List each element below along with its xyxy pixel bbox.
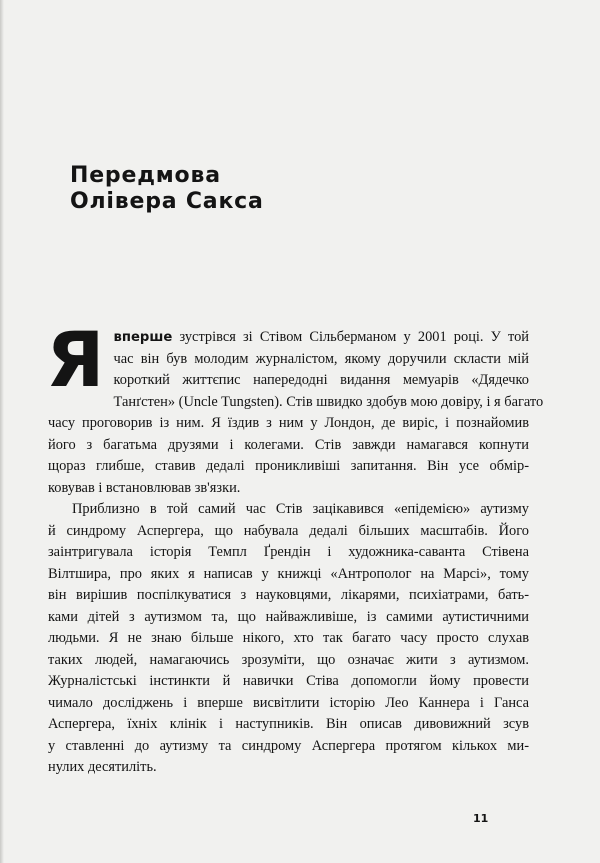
paragraph-1-line: часу проговорив із ним. Я їздив з ним у Лондон, де виріс, і познайомив [48, 415, 529, 431]
paragraph-1-line: Танґстен» (Uncle Tungsten). Стів швидко здобув мою довіру, і я багато [113, 393, 544, 410]
paragraph-2-line: заінтригувала історія Темпл Ґрендін і художника-саванта Стівена [48, 544, 529, 560]
paragraph-1-line [48, 327, 529, 349]
paragraph-2-line: людьми. Я не знаю більше нікого, хто так багато часу просто слухав [48, 630, 529, 646]
paragraph-2-line: Аспергера, їхніх клінік і наступників. Він описав дивовижний зсув [48, 716, 529, 732]
paragraph-1 [46, 315, 544, 499]
paragraph-1-line: щораз глибше, ставив дедалі проникливіші запитання. Він усе обмір- [48, 458, 529, 474]
paragraph-1-line: ковував і встановлював зв'язки. [48, 479, 241, 496]
heading-line-1: Передмова [70, 163, 221, 188]
paragraph-2-line: таких людей, намагаючись зрозуміти, що означає жити з аутизмом. [48, 651, 529, 668]
drop-cap: Я [46, 315, 105, 404]
page-scan-edge [0, 0, 4, 863]
paragraph-2 [48, 499, 529, 779]
paragraph-2-line: ками дітей з аутизмом та, що найважливіше, із самими аутистичними [48, 608, 529, 625]
body-text [46, 315, 544, 779]
paragraph-2-line: нулих десятиліть. [48, 759, 157, 775]
heading-line-2: Олівера Сакса [70, 189, 264, 214]
paragraph-2-line: й синдрому Аспергера, що набувала дедалі більших масштабів. Його [48, 522, 529, 539]
paragraph-1-line: короткий життєпис напередодні видання мемуарів «Дядечко [113, 372, 529, 388]
paragraph-2-line: Приблизно в той самий час Стів зацікавився «епідемією» аутизму [72, 501, 529, 517]
paragraph-2-line: чимало досліджень і вперше висвітлити історію Лео Каннера і Ганса [48, 694, 529, 711]
paragraph-2-line: він вирішив поспілкуватися з науковцями, лікарями, психіатрами, бать- [48, 587, 529, 603]
page-number: 11 [473, 812, 489, 825]
paragraph-2-line: у ставленні до аутизму та синдрому Аспергера протягом кількох ми- [48, 737, 529, 754]
line-text: зустрівся зі Стівом Сільберманом у 2001 році. У той [172, 329, 529, 345]
paragraph-1-line: час він був молодим журналістом, якому доручили скласти мій [113, 350, 529, 367]
lead-word: вперше [113, 330, 173, 345]
paragraph-1-line: його з багатьма друзями і колегами. Стів завжди намагався копнути [48, 436, 529, 453]
chapter-heading [70, 163, 264, 215]
paragraph-2-line: Вілтшира, про яких я написав у книжці «Антрополог на Марсі», тому [48, 565, 529, 582]
paragraph-2-line: Журналістські інстинкти й навички Стіва допомогли йому провести [48, 673, 529, 689]
